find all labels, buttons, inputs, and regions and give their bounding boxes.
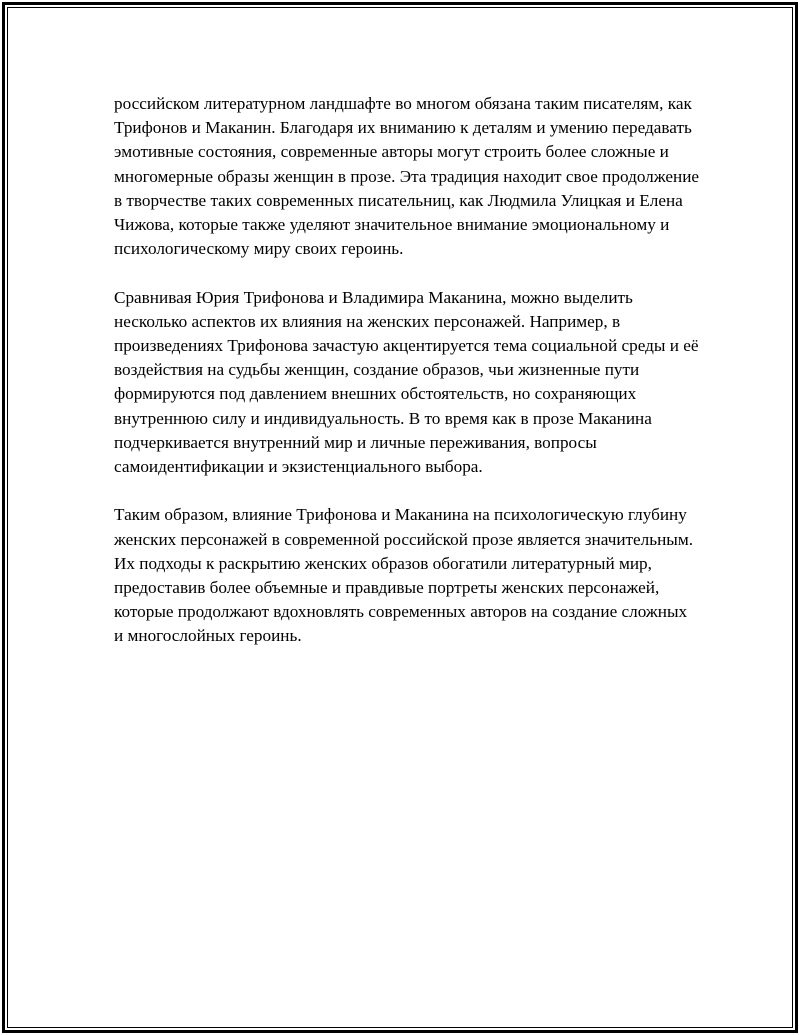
paragraph-1: российском литературном ландшафте во многом обязана таким писателям, как Трифонов и Маканин. Благодаря их вниманию к деталям и умению передавать эмотивные состояния, современные авторы могут строить более сложные и многомерные образы женщин в прозе. Эта традиция находит свое продолжение в творчестве таких современных писательниц, как Людмила Улицкая и Елена Чижова, которые также уделяют значительное внимание эмоциональному и психологическому миру своих героинь.: [114, 94, 700, 259]
paragraph-2: Сравнивая Юрия Трифонова и Владимира Маканина, можно выделить несколько аспектов их влияния на женских персонажей. Например, в произведениях Трифонова зачастую акцентируется тема социальной среды и её воздействия на судьбы женщин, создание образов, чьи жизненные пути формируются под давлением внешних обстоятельств, но сохраняющих внутреннюю силу и индивидуальность. В то время как в прозе Маканина подчеркивается внутренний мир и личные переживания, вопросы самоидентификации и экзистенциального выбора.: [114, 287, 699, 477]
paragraph-3: Таким образом, влияние Трифонова и Маканина на психологическую глубину женских персонажей в современной российской прозе является значительным. Их подходы к раскрытию женских образов обогатили литературный мир, предоставив более объемные и правдивые портреты женских персонажей, которые продолжают вдохновлять современных авторов на создание сложных и многослойных героинь.: [114, 505, 694, 646]
document-body: [114, 92, 700, 673]
